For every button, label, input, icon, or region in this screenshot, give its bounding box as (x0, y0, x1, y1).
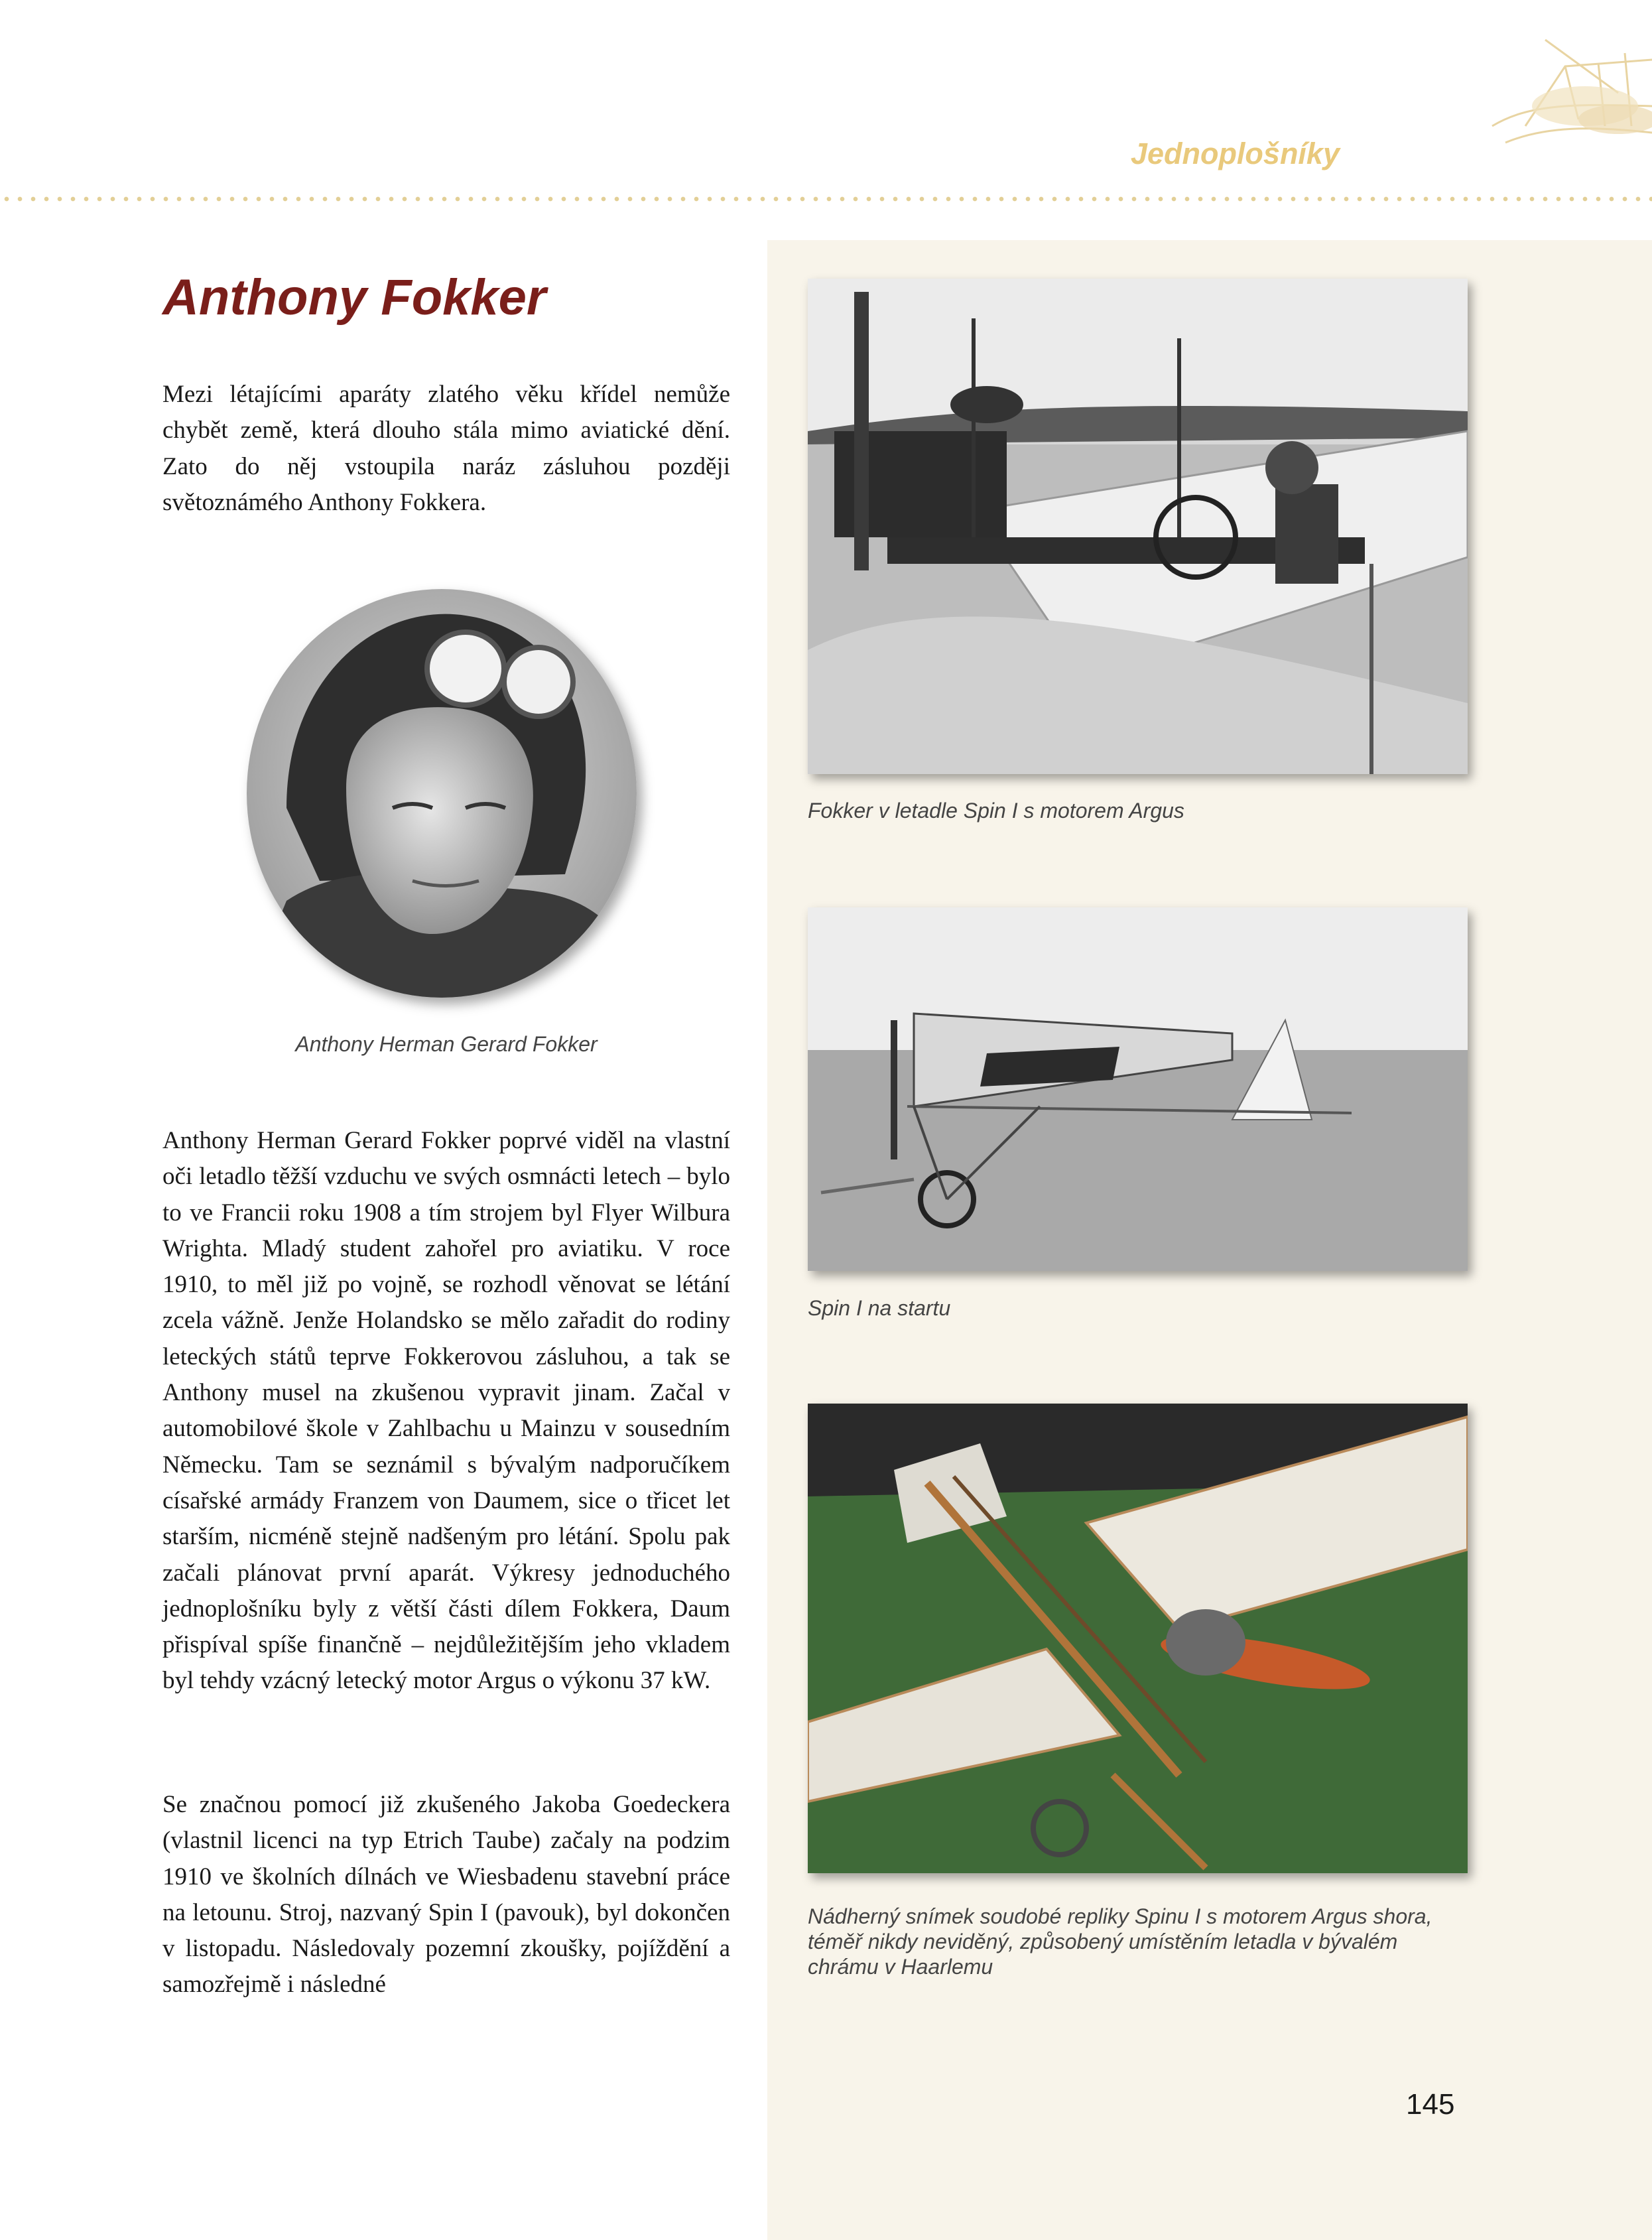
header-divider (0, 196, 1652, 202)
photo-fokker-in-cockpit (808, 279, 1468, 774)
portrait-photo (247, 589, 637, 998)
body-paragraph-2: Se značnou pomocí již zkušeného Jakoba Goedeckera (vlastnil licenci na typ Etrich Taube) začaly na podzim 1910 ve školních dílnách ve Wiesbadenu stavební práce na letounu. Stroj, nazvaný Spin I (pavouk), byl dokončen v listopadu. Následovaly pozemní zkoušky, pojíždění a samozřejmě i následné (162, 1791, 730, 1999)
photo-3-caption: Nádherný snímek soudobé repliky Spinu I s motorem Argus shora, téměř nikdy neviděný, způsobený umístěním letadla v bývalém chrámu v Haarlemu (808, 1904, 1432, 1979)
photo-spin-start (808, 907, 1468, 1271)
photo-2-caption: Spin I na startu (808, 1296, 951, 1320)
article-title: Anthony Fokker (162, 269, 546, 326)
photo-1-caption: Fokker v letadle Spin I s motorem Argus (808, 799, 1184, 823)
portrait-caption: Anthony Herman Gerard Fokker (295, 1032, 598, 1056)
section-title: Jednoplošníky (1130, 137, 1340, 170)
photo-spin-replica (808, 1404, 1468, 1873)
airplane-ornament-icon (1486, 27, 1652, 159)
intro-paragraph: Mezi létajícími aparáty zlatého věku křídel nemůže chybět země, která dlouho stála mimo aviatické dění. Zato do něj vstoupila naráz zásluhou později světoznámého Anthony Fokkera. (162, 381, 730, 516)
page-number: 145 (1406, 2088, 1455, 2121)
body-paragraph-1: Anthony Herman Gerard Fokker poprvé viděl na vlastní oči letadlo těžší vzduchu ve svých osmnácti letech – bylo to ve Francii roku 1908 a tím strojem byl Flyer Wilbura Wrighta. Mladý student zahořel pro aviatiku. V roce 1910, to měl již po vojně, se rozhodl věnovat se létání zcela vážně. Jenže Holandsko se mělo zařadit do rodiny leteckých států teprve Fokkerovou zásluhou, a tak se Anthony musel na zkušenou vypravit jinam. Začal v automobilové škole v Zahlbachu u Mainzu v sousedním Německu. Tam se seznámil s bývalým nadporučíkem císařské armády Franzem von Daumem, sice o třicet let starším, nicméně stejně nadšeným pro létání. Spolu pak začali plánovat první aparát. Výkresy jednoduchého jednoplošníku byly z větší části dílem Fokkera, Daum přispíval spíše finančně – nejdůležitějším jeho vkladem byl tehdy vzácný letecký motor Argus o výkonu 37 kW. (162, 1127, 730, 1695)
